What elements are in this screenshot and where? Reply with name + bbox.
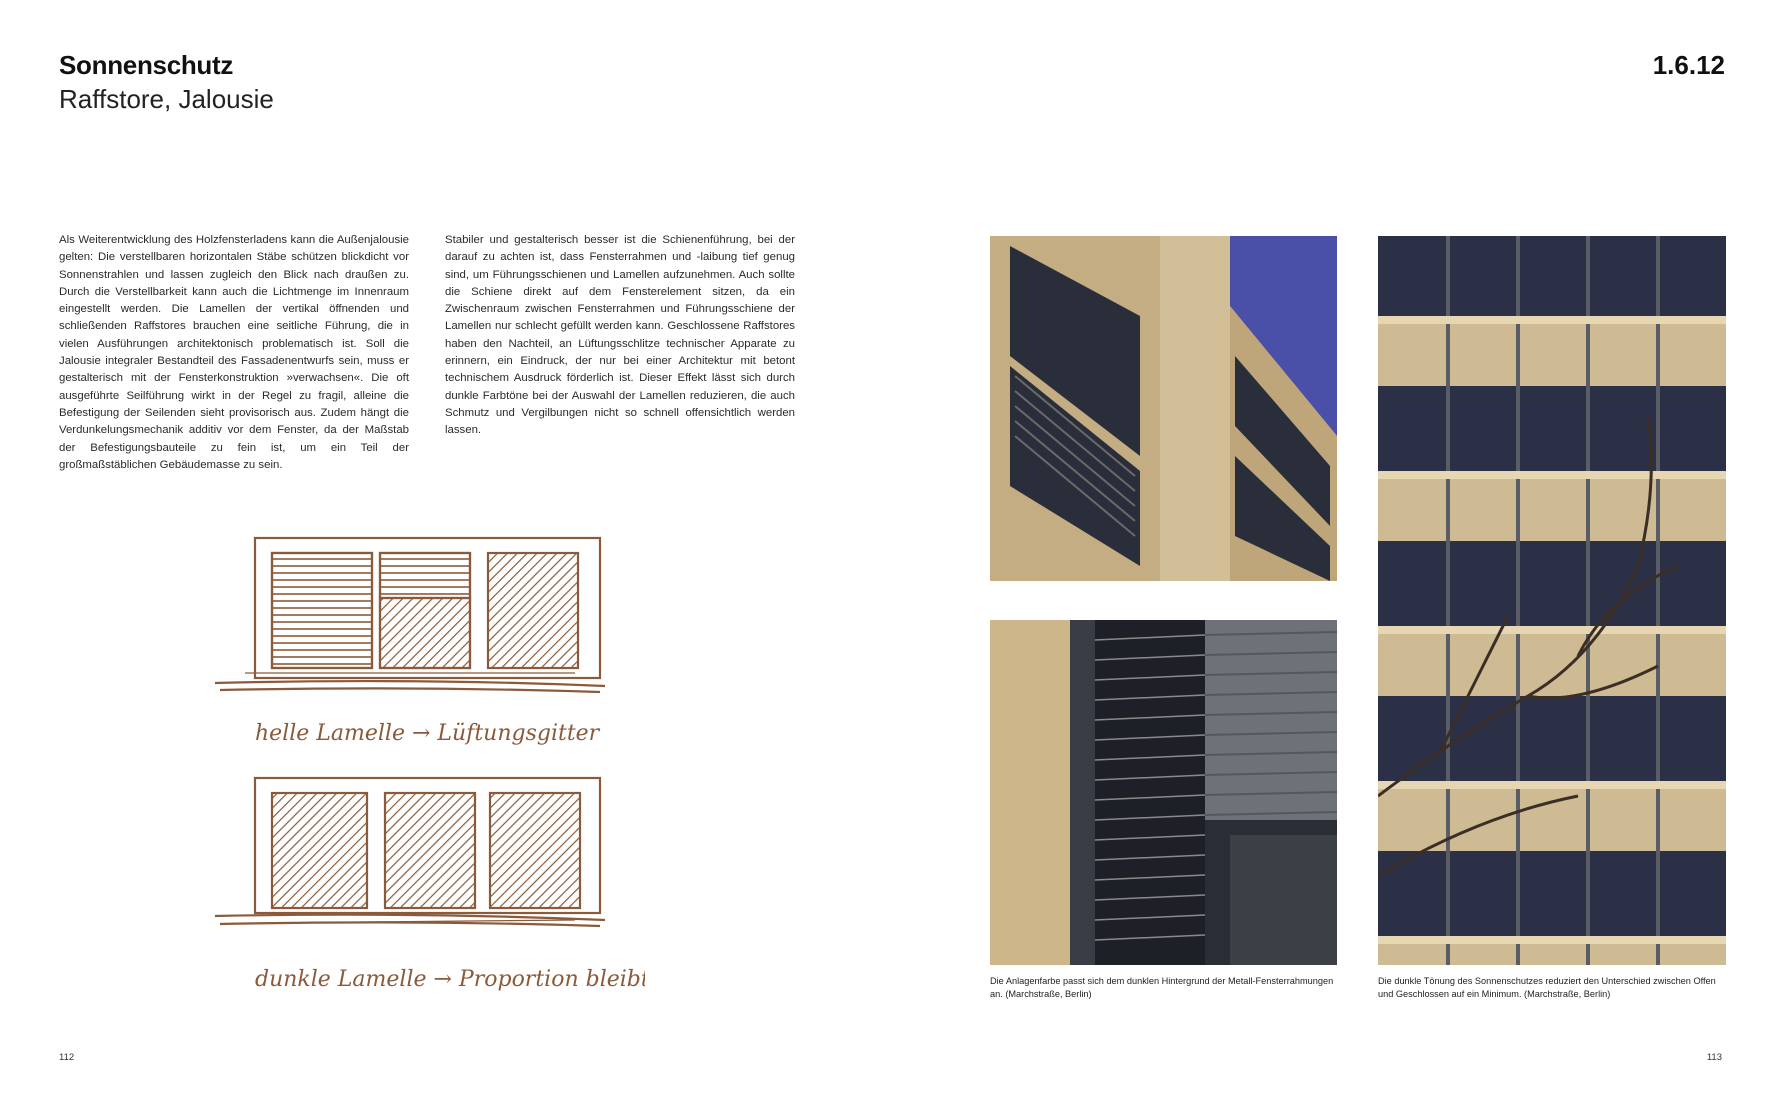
photo-caption-right: Die dunkle Tönung des Sonnenschutzes reduziert den Unterschied zwischen Offen und Geschlossen auf ein Minimum. (Marchstraße, Berlin) [1378,976,1716,999]
page-number-right: 113 [1706,1052,1722,1063]
page-subtitle: Raffstore, Jalousie [59,84,274,114]
facade-photo-sky [990,236,1337,581]
section-number: 1.6.12 [1652,50,1725,80]
page-title: Sonnenschutz [59,50,234,80]
blinds-closeup-photo [990,620,1337,965]
page-number-left: 112 [59,1052,75,1063]
body-text-column-2: Stabiler und gestalterisch besser ist die Schienenführung, bei der darauf zu achten ist, dass Fensterrahmen und -laibung tief genug sind, um Führungsschienen und Lamellen aufzunehmen. Auch sollte die Schiene direkt auf dem Fensterelement sitzen, da ein Zwischenraum zwischen Fensterrahmen und Führungsschiene der Lamellen nur schlecht gefüllt werden kann. Geschlossene Raffstores haben den Nachteil, an Lüftungsschlitze technischer Apparate zu erinnern, ein Eindruck, der nur bei einer Architektur mit betont technischem Ausdruck förderlich ist. Dieser Effekt lässt sich durch dunkle Farbtöne bei der Auswahl der Lamellen reduzieren, die auch Schmutz und Vergilbungen nicht so schnell offensichtlich werden lassen. [445,234,795,437]
sketch-label-top: helle Lamelle → Lüftungsgitter [255,721,600,746]
photo-caption-left: Die Anlagenfarbe passt sich dem dunklen Hintergrund der Metall-Fensterrahmungen an. (Marchstraße, Berlin) [990,976,1334,999]
facade-tree-photo [1378,236,1726,965]
sketch-label-bottom: dunkle Lamelle → Proportion bleibt [255,967,645,992]
body-text-column-1: Als Weiterentwicklung des Holzfensterladens kann die Außenjalousie gelten: Die verstellbaren horizontalen Stäbe schützen blickdicht vor Sonnenstrahlen und lassen zugleich den Blick nach draußen zu. Durch die Verstellbarkeit kann auch die Lichtmenge im Innenraum eingestellt werden. Die Lamellen der vertikal öffnenden und schließenden Raffstores brauchen eine seitliche Führung, die in vielen Ausführungen architektonisch problematisch ist. Soll die Jalousie integraler Bestandteil des Fassadenentwurfs sein, muss er gestalterisch mit der Fensterkonstruktion »verwachsen«. Die oft ausgeführte Seilführung wirkt in der Regel zu fragil, alleine die Befestigung der Seilenden sieht provisorisch aus. Zudem hängt die Verdunkelungsmechanik additiv vor dem Fenster, da der Maßstab der Befestigungsbauteile zu fein ist, um ein Teil der großmaßstäblichen Gebäudemasse zu sein. [59,234,409,471]
hand-sketch [215,528,645,1003]
